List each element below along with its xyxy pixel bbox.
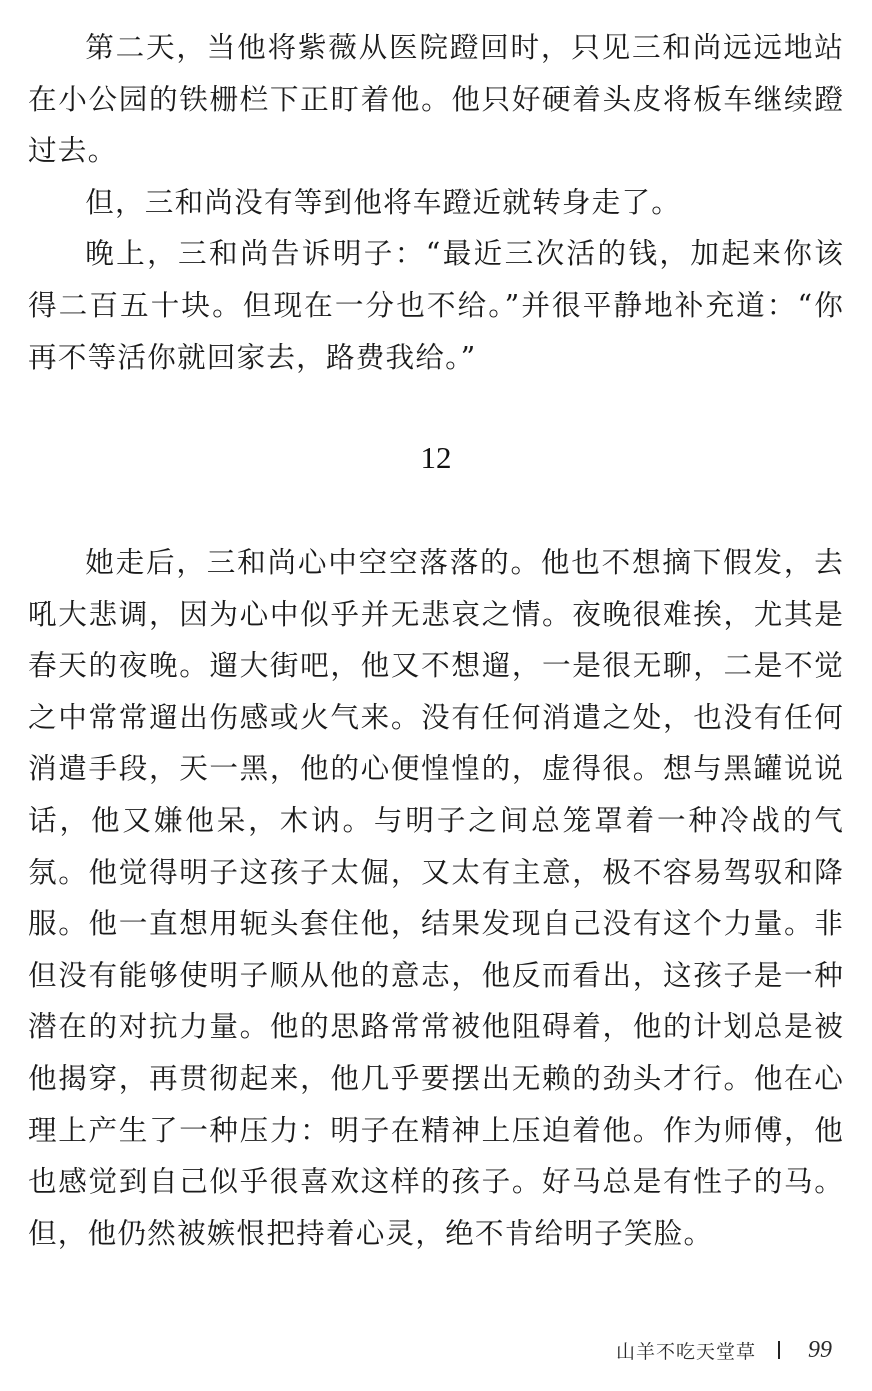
paragraph: 她走后，三和尚心中空空落落的。他也不想摘下假发，去吼大悲调，因为心中似乎并无悲哀之情。夜晚很难挨，尤其是春天的夜晚。遛大街吧，他又不想遛，一是很无聊，二是不觉之中常常遛出伤感或火气来。没有任何消遣之处，也没有任何消遣手段，天一黑，他的心便惶惶的，虚得很。想与黑罐说说话，他又嫌他呆，木讷。与明子之间总笼罩着一种冷战的气氛。他觉得明子这孩子太倔，又太有主意，极不容易驾驭和降服。他一直想用轭头套住他，结果发现自己没有这个力量。非但没有能够使明子顺从他的意志，他反而看出，这孩子是一种潜在的对抗力量。他的思路常常被他阻碍着，他的计划总是被他揭穿，再贯彻起来，他几乎要摆出无赖的劲头才行。他在心理上产生了一种压力：明子在精神上压迫着他。作为师傅，他也感觉到自己似乎很喜欢这样的孩子。好马总是有性子的马。但，他仍然被嫉恨把持着心灵，绝不肯给明子笑脸。 [28,545,844,1250]
section-number-heading: 12 [420,440,452,475]
page-number: 99 [808,1336,832,1363]
page-footer [616,1332,832,1368]
book-title: 山羊不吃天堂草 [615,1340,756,1363]
text-block-previous-section [28,22,844,383]
text-block-section-12 [28,537,844,1259]
paragraph: 第二天，当他将紫薇从医院蹬回时，只见三和尚远远地站在小公园的铁栅栏下正盯着他。他只好硬着头皮将板车继续蹬过去。 [28,30,844,168]
paragraph: 晚上，三和尚告诉明子：“最近三次活的钱，加起来你该得二百五十块。但现在一分也不给。”并很平静地补充道：“你再不等活你就回家去，路费我给。” [28,236,844,374]
paragraph: 但，三和尚没有等到他将车蹬近就转身走了。 [85,184,682,219]
footer-separator [778,1341,780,1359]
